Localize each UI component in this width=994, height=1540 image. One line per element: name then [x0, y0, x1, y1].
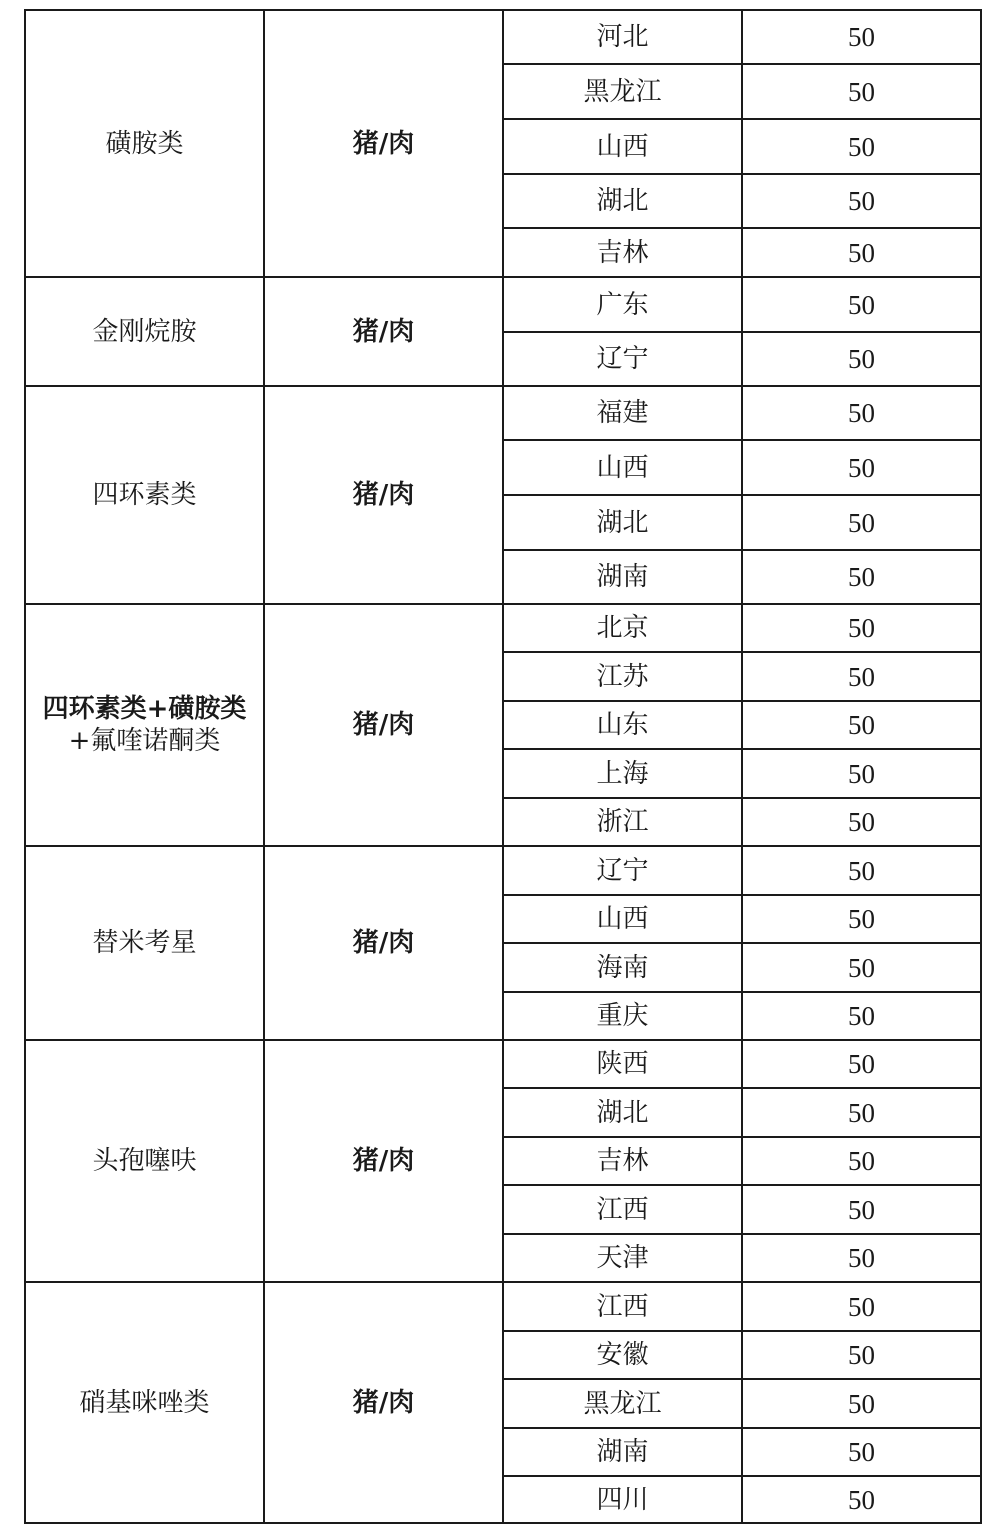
value-cell: 50 [742, 228, 981, 277]
sample-type-label: 猪/肉 [352, 128, 415, 159]
province-cell: 广东 [503, 277, 742, 332]
table-row [25, 1040, 981, 1088]
drug-name-line-1: 四环素类+磺胺类 [42, 694, 247, 724]
province-cell: 浙江 [503, 798, 742, 846]
sample-type-label: 猪/肉 [352, 710, 415, 740]
value-cell: 50 [742, 550, 981, 604]
province-cell: 山东 [503, 701, 742, 749]
value-cell: 50 [742, 64, 981, 119]
sample-type-cell [264, 277, 503, 386]
value-cell: 50 [742, 1428, 981, 1476]
value-cell: 50 [742, 277, 981, 332]
table-row [25, 604, 981, 652]
table-row [25, 386, 981, 440]
province-cell: 四川 [503, 1476, 742, 1523]
sample-type-cell [264, 604, 503, 846]
sample-type-label: 猪/肉 [352, 1387, 415, 1418]
province-cell: 吉林 [503, 228, 742, 277]
value-cell: 50 [742, 749, 981, 798]
province-cell: 黑龙江 [503, 64, 742, 119]
drug-name-cell: 头孢噻呋 [25, 1040, 264, 1282]
value-cell: 50 [742, 1185, 981, 1234]
sample-type-cell [264, 1040, 503, 1282]
value-cell: 50 [742, 1282, 981, 1331]
value-cell: 50 [742, 604, 981, 652]
value-cell: 50 [742, 332, 981, 386]
table-row [25, 10, 981, 64]
value-cell: 50 [742, 895, 981, 943]
province-cell: 重庆 [503, 992, 742, 1040]
sample-type-cell [264, 10, 503, 277]
value-cell: 50 [742, 701, 981, 749]
province-cell: 河北 [503, 10, 742, 64]
value-cell: 50 [742, 652, 981, 701]
table-row [25, 1282, 981, 1331]
province-cell: 陕西 [503, 1040, 742, 1088]
value-cell: 50 [742, 386, 981, 440]
drug-name-cell [25, 604, 264, 846]
value-cell: 50 [742, 10, 981, 64]
province-cell: 湖北 [503, 174, 742, 228]
value-cell: 50 [742, 1379, 981, 1428]
province-cell: 福建 [503, 386, 742, 440]
province-cell: 湖北 [503, 1088, 742, 1137]
province-cell: 天津 [503, 1234, 742, 1282]
drug-name-cell: 金刚烷胺 [25, 277, 264, 386]
province-cell: 上海 [503, 749, 742, 798]
province-cell: 黑龙江 [503, 1379, 742, 1428]
drug-name-cell: 替米考星 [25, 846, 264, 1040]
value-cell: 50 [742, 440, 981, 495]
value-cell: 50 [742, 1331, 981, 1379]
value-cell: 50 [742, 495, 981, 550]
table-row [25, 846, 981, 895]
province-cell: 山西 [503, 440, 742, 495]
province-cell: 湖南 [503, 550, 742, 604]
sample-type-label: 猪/肉 [352, 480, 415, 510]
drug-name-line-2: +氟喹诺酮类 [68, 726, 221, 756]
value-cell: 50 [742, 1040, 981, 1088]
value-cell: 50 [742, 119, 981, 174]
value-cell: 50 [742, 992, 981, 1040]
value-cell: 50 [742, 943, 981, 992]
drug-name-cell: 四环素类 [25, 386, 264, 604]
drug-name-cell: 磺胺类 [25, 10, 264, 277]
value-cell: 50 [742, 174, 981, 228]
province-cell: 山西 [503, 119, 742, 174]
province-cell: 辽宁 [503, 332, 742, 386]
province-cell: 北京 [503, 604, 742, 652]
province-cell: 吉林 [503, 1137, 742, 1185]
province-cell: 湖南 [503, 1428, 742, 1476]
province-cell: 江西 [503, 1185, 742, 1234]
residue-table [24, 9, 982, 1524]
value-cell: 50 [742, 1234, 981, 1282]
sample-type-label: 猪/肉 [352, 316, 415, 347]
value-cell: 50 [742, 798, 981, 846]
value-cell: 50 [742, 846, 981, 895]
sample-type-cell [264, 1282, 503, 1523]
province-cell: 安徽 [503, 1331, 742, 1379]
sample-type-cell [264, 846, 503, 1040]
sample-type-label: 猪/肉 [352, 928, 415, 958]
table-row [25, 277, 981, 332]
sample-type-cell [264, 386, 503, 604]
province-cell: 江西 [503, 1282, 742, 1331]
province-cell: 湖北 [503, 495, 742, 550]
drug-name-cell: 硝基咪唑类 [25, 1282, 264, 1523]
value-cell: 50 [742, 1476, 981, 1523]
province-cell: 江苏 [503, 652, 742, 701]
value-cell: 50 [742, 1088, 981, 1137]
sample-type-label: 猪/肉 [352, 1146, 415, 1176]
province-cell: 海南 [503, 943, 742, 992]
province-cell: 辽宁 [503, 846, 742, 895]
province-cell: 山西 [503, 895, 742, 943]
value-cell: 50 [742, 1137, 981, 1185]
